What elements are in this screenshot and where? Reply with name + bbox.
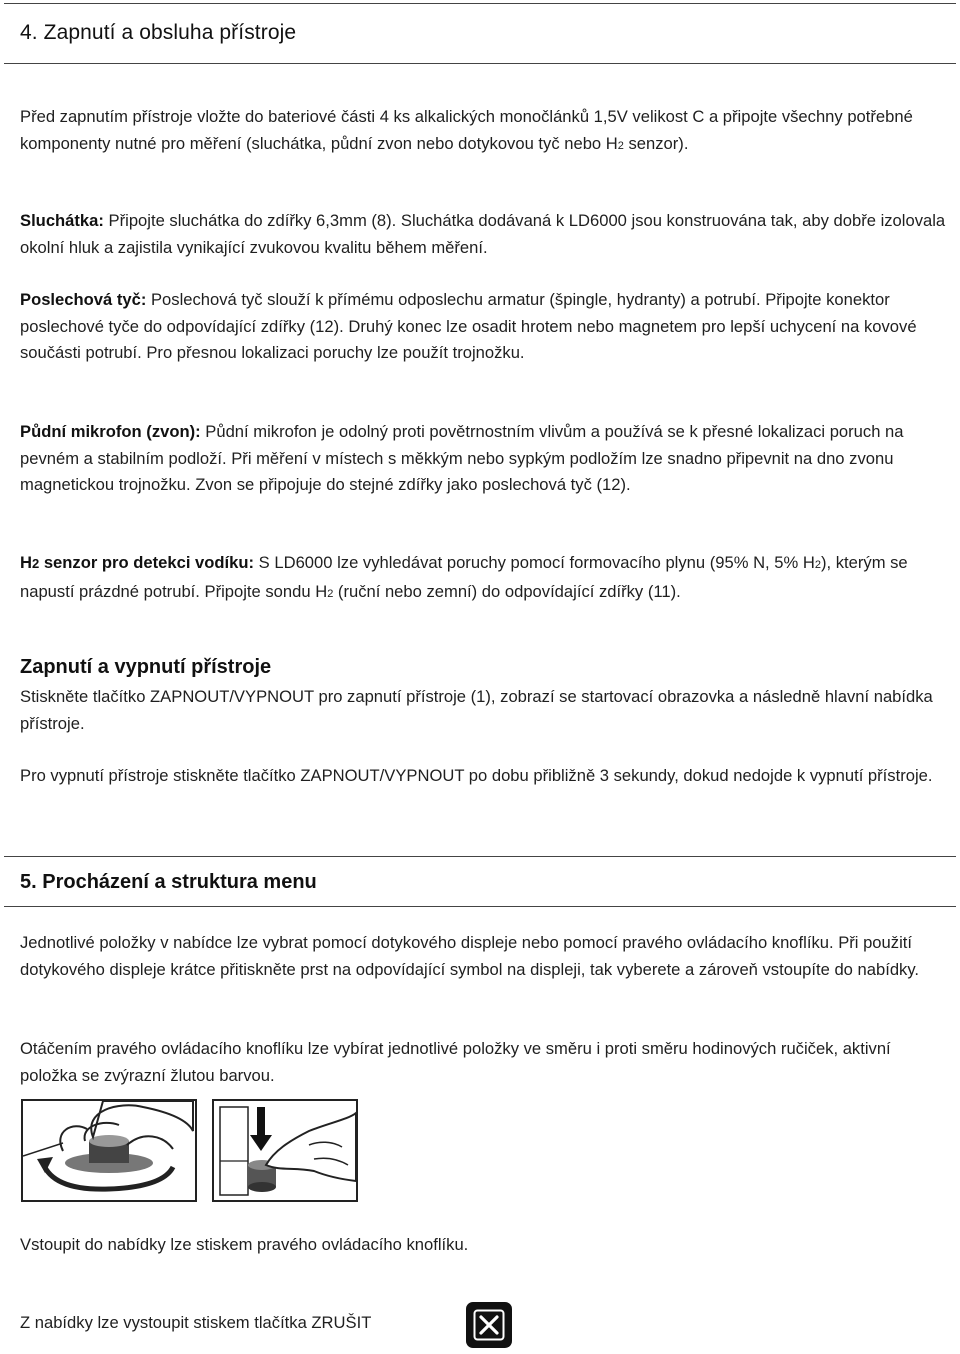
rod-paragraph: Poslechová tyč: Poslechová tyč slouží k přímému odposlechu armatur (špingle, hydranty) a potrubí. Připojte konektor poslechové tyče do odpovídající zdířky (12). Druhý konec lze osadit hrotem nebo magnetem pro lepší uchycení na kovové součásti potrubí. Pro přesnou lokalizaci poruchy lze použít trojnožku. <box>20 290 917 362</box>
menu-paragraph-1: Jednotlivé položky v nabídce lze vybrat pomocí dotykového displeje nebo pomocí pravého ovládacího knoflíku. Při použití dotykového displeje krátce přitiskněte prst na odpovídající symbol na displeji, tak vyberete a zároveň vstoupíte do nabídky. <box>20 933 920 979</box>
mic-label: Půdní mikrofon (zvon): <box>20 422 201 441</box>
section-5-top-rule <box>4 856 956 857</box>
menu-paragraph-3: Vstoupit do nabídky lze stiskem pravého ovládacího knoflíku. <box>20 1235 469 1254</box>
section-4-rule <box>4 63 956 64</box>
h2-sensor-label: H2 senzor pro detekci vodíku: <box>20 553 255 572</box>
knob-press-illustration-icon <box>212 1099 358 1202</box>
close-x-icon <box>466 1302 512 1348</box>
power-paragraph-1: Stiskněte tlačítko ZAPNOUT/VYPNOUT pro zapnutí přístroje (1), zobrazí se startovací obrazovka a následně hlavní nabídka přístroje. <box>20 687 933 733</box>
section-5-rule <box>4 906 956 907</box>
menu-paragraph-4: Z nabídky lze vystoupit stiskem tlačítka ZRUŠIT <box>20 1313 372 1332</box>
power-heading: Zapnutí a vypnutí přístroje <box>20 656 272 678</box>
headphones-label: Sluchátka: <box>20 211 104 230</box>
top-rule <box>4 3 956 4</box>
section-5-title: 5. Procházení a struktura menu <box>20 871 317 893</box>
h2-sensor-paragraph: H2 senzor pro detekci vodíku: S LD6000 lze vyhledávat poruchy pomocí formovacího plynu (95% N, 5% H2), kterým se napustí prázdné potrubí. Připojte sondu H2 (ruční nebo zemní) do odpovídající zdířky (11). <box>20 553 908 601</box>
section-4-title: 4. Zapnutí a obsluha přístroje <box>20 21 297 44</box>
power-paragraph-2: Pro vypnutí přístroje stiskněte tlačítko ZAPNOUT/VYPNOUT po dobu přibližně 3 sekundy, dokud nedojde k vypnutí přístroje. <box>20 766 933 785</box>
rod-label: Poslechová tyč: <box>20 290 147 309</box>
mic-paragraph: Půdní mikrofon (zvon): Půdní mikrofon je odolný proti povětrnostním vlivům a používá se k přesné lokalizaci poruch na pevném a stabilním podloží. Při měření v místech s měkkým nebo sypkým podložím lze snadno připevnit na dno zvonu magnetickou trojnožku. Zvon se připojuje do stejné zdířky jako poslechová tyč (12). <box>20 422 904 494</box>
knob-rotate-illustration-icon <box>21 1099 197 1202</box>
intro-paragraph: Před zapnutím přístroje vložte do bateriové části 4 ks alkalických monočlánků 1,5V velikost C a připojte všechny potřebné komponenty nutné pro měření (sluchátka, půdní zvon nebo dotykovou tyč nebo H2 senzor). <box>20 107 913 153</box>
headphones-paragraph: Sluchátka: Připojte sluchátka do zdířky 6,3mm (8). Sluchátka dodávaná k LD6000 jsou konstruována tak, aby dobře izolovala okolní hluk a zajistila vynikající zvukovou kvalitu během měření. <box>20 211 946 257</box>
menu-paragraph-2: Otáčením pravého ovládacího knoflíku lze vybírat jednotlivé položky ve směru i proti směru hodinových ručiček, aktivní položka se zvýrazní žlutou barvou. <box>20 1039 891 1085</box>
